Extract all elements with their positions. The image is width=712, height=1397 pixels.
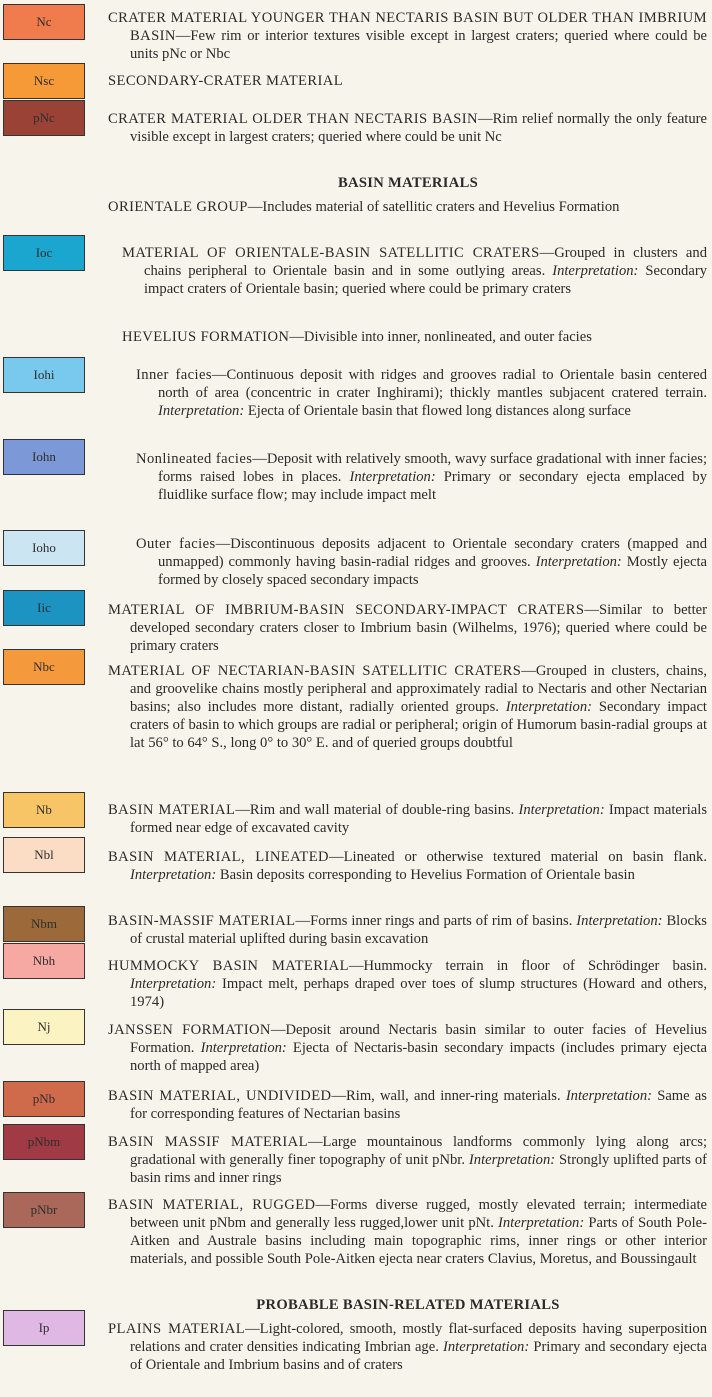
unit-description-nbc (108, 662, 707, 752)
unit-label: Nbm (31, 916, 57, 931)
unit-description-pnbm (108, 1133, 707, 1187)
unit-interpretation-text: Basin deposits corresponding to Hevelius Formation of Orientale basin (216, 867, 635, 883)
unit-interpretation-text: Secondary impact craters of basin to which groups are radial or peripheral; origin of Humorum basin-radial groups at lat 56° to 64° S., long 0° to 30° E. and of queried groups doubtful (130, 699, 707, 751)
unit-swatch-iohi (3, 357, 85, 393)
unit-description-ioc (122, 244, 708, 298)
unit-title: CRATER MATERIAL OLDER THAN NECTARIS BASIN (108, 111, 478, 127)
unit-description-nbh (108, 957, 707, 1011)
unit-label: Nbh (32, 953, 56, 968)
unit-interpretation-label: Interpretation: (518, 802, 605, 818)
unit-interpretation-text: Blocks of crustal material uplifted during basin excavation (130, 913, 707, 947)
unit-text: —Rim relief normally the only feature visible except in largest craters; queried where could be unit Nc (130, 111, 707, 145)
unit-label: Nb (36, 802, 52, 817)
unit-label: Ioho (32, 540, 56, 555)
unit-interpretation-text: Ejecta of Nectaris-basin secondary impacts (includes primary ejecta north of mapped area) (130, 1040, 707, 1074)
unit-text: —Grouped in clusters and chains peripheral to Orientale basin and in some outlying areas. (144, 245, 708, 279)
section-heading-probable-basin-related: PROBABLE BASIN-RELATED MATERIALS (256, 1297, 560, 1313)
unit-title: Outer facies (136, 536, 216, 552)
unit-description-iic (108, 601, 707, 655)
unit-title: SECONDARY-CRATER MATERIAL (108, 73, 344, 89)
unit-title: Nonlineated facies (136, 451, 253, 467)
unit-swatch-nb (3, 792, 85, 828)
unit-interpretation-label: Interpretation: (130, 976, 217, 992)
unit-text: —Rim, wall, and inner-ring materials. (331, 1088, 566, 1104)
unit-interpretation-label: Interpretation: (498, 1215, 585, 1231)
unit-label: Nj (37, 1019, 51, 1034)
unit-title: BASIN MATERIAL, RUGGED (108, 1197, 316, 1213)
unit-text: —Few rim or interior textures visible except in largest craters; queried where could be units pNc or Nbc (130, 28, 707, 62)
unit-interpretation-label: Interpretation: (200, 1040, 287, 1056)
unit-swatch-pnbr (3, 1192, 85, 1228)
unit-interpretation-label: Interpretation: (505, 699, 592, 715)
unit-label: Ioc (35, 245, 53, 260)
unit-title: HUMMOCKY BASIN MATERIAL (108, 958, 349, 974)
unit-text: —Deposit around Nectaris basin similar to outer facies of Hevelius Formation. (130, 1022, 707, 1056)
unit-label: Nbl (34, 847, 54, 862)
unit-description-nj (108, 1021, 707, 1075)
unit-label: Iic (37, 600, 51, 615)
unit-label: pNbm (27, 1134, 61, 1149)
orientale-group-description (108, 198, 707, 216)
unit-title: MATERIAL OF IMBRIUM-BASIN SECONDARY-IMPACT CRATERS (108, 602, 585, 618)
orientale-group-text: —Includes material of satellitic craters and Hevelius Formation (247, 199, 620, 215)
unit-description-pnbr (108, 1196, 707, 1268)
unit-swatch-ioc (3, 235, 85, 271)
unit-description-nb (108, 801, 707, 837)
unit-interpretation-text: Secondary impact craters of Orientale basin; queried where could be primary craters (144, 263, 707, 297)
orientale-group-title: ORIENTALE GROUP (108, 199, 248, 215)
unit-description-pnc (108, 110, 707, 146)
unit-label: Iohn (32, 449, 56, 464)
unit-description-nc (108, 9, 707, 63)
unit-interpretation-text: Primary or secondary ejecta emplaced by fluidlike surface flow; may include impact melt (158, 469, 707, 503)
unit-swatch-nbh (3, 943, 85, 979)
unit-interpretation-text: Impact melt, perhaps draped over toes of slump structures (Howard and others, 1974) (130, 976, 707, 1010)
unit-title: CRATER MATERIAL YOUNGER THAN NECTARIS BASIN BUT OLDER THAN IMBRIUM BASIN (108, 10, 707, 44)
unit-interpretation-label: Interpretation: (576, 913, 663, 929)
unit-description-pnb (108, 1087, 707, 1123)
unit-text: —Light-colored, smooth, mostly flat-surfaced deposits having superposition relations and crater densities indicating Imbrian age. (130, 1321, 707, 1355)
unit-label: pNc (33, 110, 55, 125)
unit-title: BASIN MASSIF MATERIAL (108, 1134, 308, 1150)
unit-text: —Hummocky terrain in floor of Schrödinger basin. (348, 958, 707, 974)
unit-interpretation-label: Interpretation: (468, 1152, 556, 1168)
unit-description-nbm (108, 912, 707, 948)
unit-title: PLAINS MATERIAL (108, 1321, 246, 1337)
unit-interpretation-label: Interpretation: (535, 554, 622, 570)
unit-text: —Similar to better developed secondary craters closer to Imbrium basin (Wilhelms, 1976); queried where could be primary craters (130, 602, 707, 654)
unit-title: BASIN MATERIAL, UNDIVIDED (108, 1088, 332, 1104)
unit-swatch-pnb (3, 1081, 85, 1117)
unit-title: MATERIAL OF NECTARIAN-BASIN SATELLITIC CRATERS (108, 663, 522, 679)
hevelius-formation-description (122, 328, 707, 346)
unit-description-ioho (136, 535, 708, 589)
unit-label: Nsc (33, 73, 55, 88)
unit-interpretation-text: Same as for corresponding features of Nectarian basins (130, 1088, 707, 1122)
unit-text: —Forms diverse rugged, mostly elevated terrain; intermediate between unit pNbm and generally less rugged,lower unit pNt. (130, 1197, 707, 1231)
section-heading-basin-materials: BASIN MATERIALS (337, 175, 479, 191)
unit-interpretation-label: Interpretation: (443, 1339, 530, 1355)
unit-text: —Lineated or otherwise textured material on basin flank. (329, 849, 708, 865)
unit-title: BASIN MATERIAL, LINEATED (108, 849, 329, 865)
hevelius-formation-text: —Divisible into inner, nonlineated, and outer facies (289, 329, 592, 345)
unit-interpretation-text: Primary and secondary ejecta of Orientale and Imbrium basins and of craters (130, 1339, 707, 1373)
unit-description-ip (108, 1320, 707, 1374)
unit-interpretation-label: Interpretation: (130, 867, 217, 883)
unit-interpretation-text: Ejecta of Orientale basin that flowed long distances along surface (244, 403, 631, 419)
unit-swatch-nbm (3, 906, 85, 942)
unit-label: Ip (38, 1320, 50, 1335)
unit-interpretation-text: Impact materials formed near edge of excavated cavity (130, 802, 707, 836)
unit-text: —Large mountainous landforms commonly lying along arcs; gradational with generally finer topography of unit pNbr. (130, 1134, 707, 1168)
unit-label: Iohi (33, 367, 55, 382)
unit-text: —Continuous deposit with ridges and grooves radial to Orientale basin centered north of area (concentric in crater Inghirami); thickly mantles subjacent cratered terrain. (158, 367, 707, 401)
unit-interpretation-label: Interpretation: (552, 263, 639, 279)
unit-label: Nc (36, 14, 52, 29)
unit-swatch-nj (3, 1009, 85, 1045)
unit-title: BASIN MATERIAL (108, 802, 236, 818)
unit-title: BASIN-MASSIF MATERIAL (108, 913, 296, 929)
unit-description-iohn (136, 450, 707, 504)
unit-swatch-iohn (3, 439, 85, 475)
unit-text: —Discontinuous deposits adjacent to Orientale secondary craters (mapped and unmapped) commonly having basin-radial ridges and grooves. (158, 536, 708, 570)
unit-description-nsc (108, 72, 707, 90)
unit-interpretation-text: Mostly ejecta formed by closely spaced secondary impacts (158, 554, 707, 588)
unit-swatch-ip (3, 1310, 85, 1346)
unit-text: —Grouped in clusters, chains, and groovelike chains mostly peripheral and approximately radial to Nectaris and other Nectarian basins; also includes more distant, radially oriented groups. (130, 663, 707, 715)
unit-swatch-pnbm (3, 1124, 85, 1160)
unit-description-nbl (108, 848, 708, 884)
unit-interpretation-text: Strongly uplifted parts of basin rims and inner rings (130, 1152, 707, 1186)
unit-title: JANSSEN FORMATION (108, 1022, 271, 1038)
unit-label: Nbc (33, 659, 55, 674)
unit-text: —Rim and wall material of double-ring basins. (235, 802, 519, 818)
unit-swatch-pnc (3, 100, 85, 136)
unit-interpretation-label: Interpretation: (565, 1088, 653, 1104)
hevelius-formation-title: HEVELIUS FORMATION (122, 329, 290, 345)
unit-interpretation-label: Interpretation: (349, 469, 436, 485)
unit-swatch-ioho (3, 530, 85, 566)
unit-title: MATERIAL OF ORIENTALE-BASIN SATELLITIC CRATERS (122, 245, 540, 261)
unit-title: Inner facies (136, 367, 212, 383)
unit-description-iohi (136, 366, 707, 420)
unit-label: pNb (32, 1091, 56, 1106)
unit-swatch-iic (3, 590, 85, 626)
unit-interpretation-text: Parts of South Pole-Aitken and Australe basins including main topographic rims, inner rings or other interior materials, and possible South Pole-Aitken ejecta near craters Clavius, Moretus, and Boussingault (130, 1215, 707, 1267)
unit-interpretation-label: Interpretation: (158, 403, 245, 419)
unit-swatch-nc (3, 4, 85, 40)
unit-text: —Forms inner rings and parts of rim of basins. (295, 913, 577, 929)
unit-text: —Deposit with relatively smooth, wavy surface gradational with inner facies; forms raised lobes in places. (158, 451, 707, 485)
unit-swatch-nbc (3, 649, 85, 685)
unit-swatch-nsc (3, 63, 85, 99)
unit-swatch-nbl (3, 837, 85, 873)
unit-label: pNbr (30, 1202, 58, 1217)
